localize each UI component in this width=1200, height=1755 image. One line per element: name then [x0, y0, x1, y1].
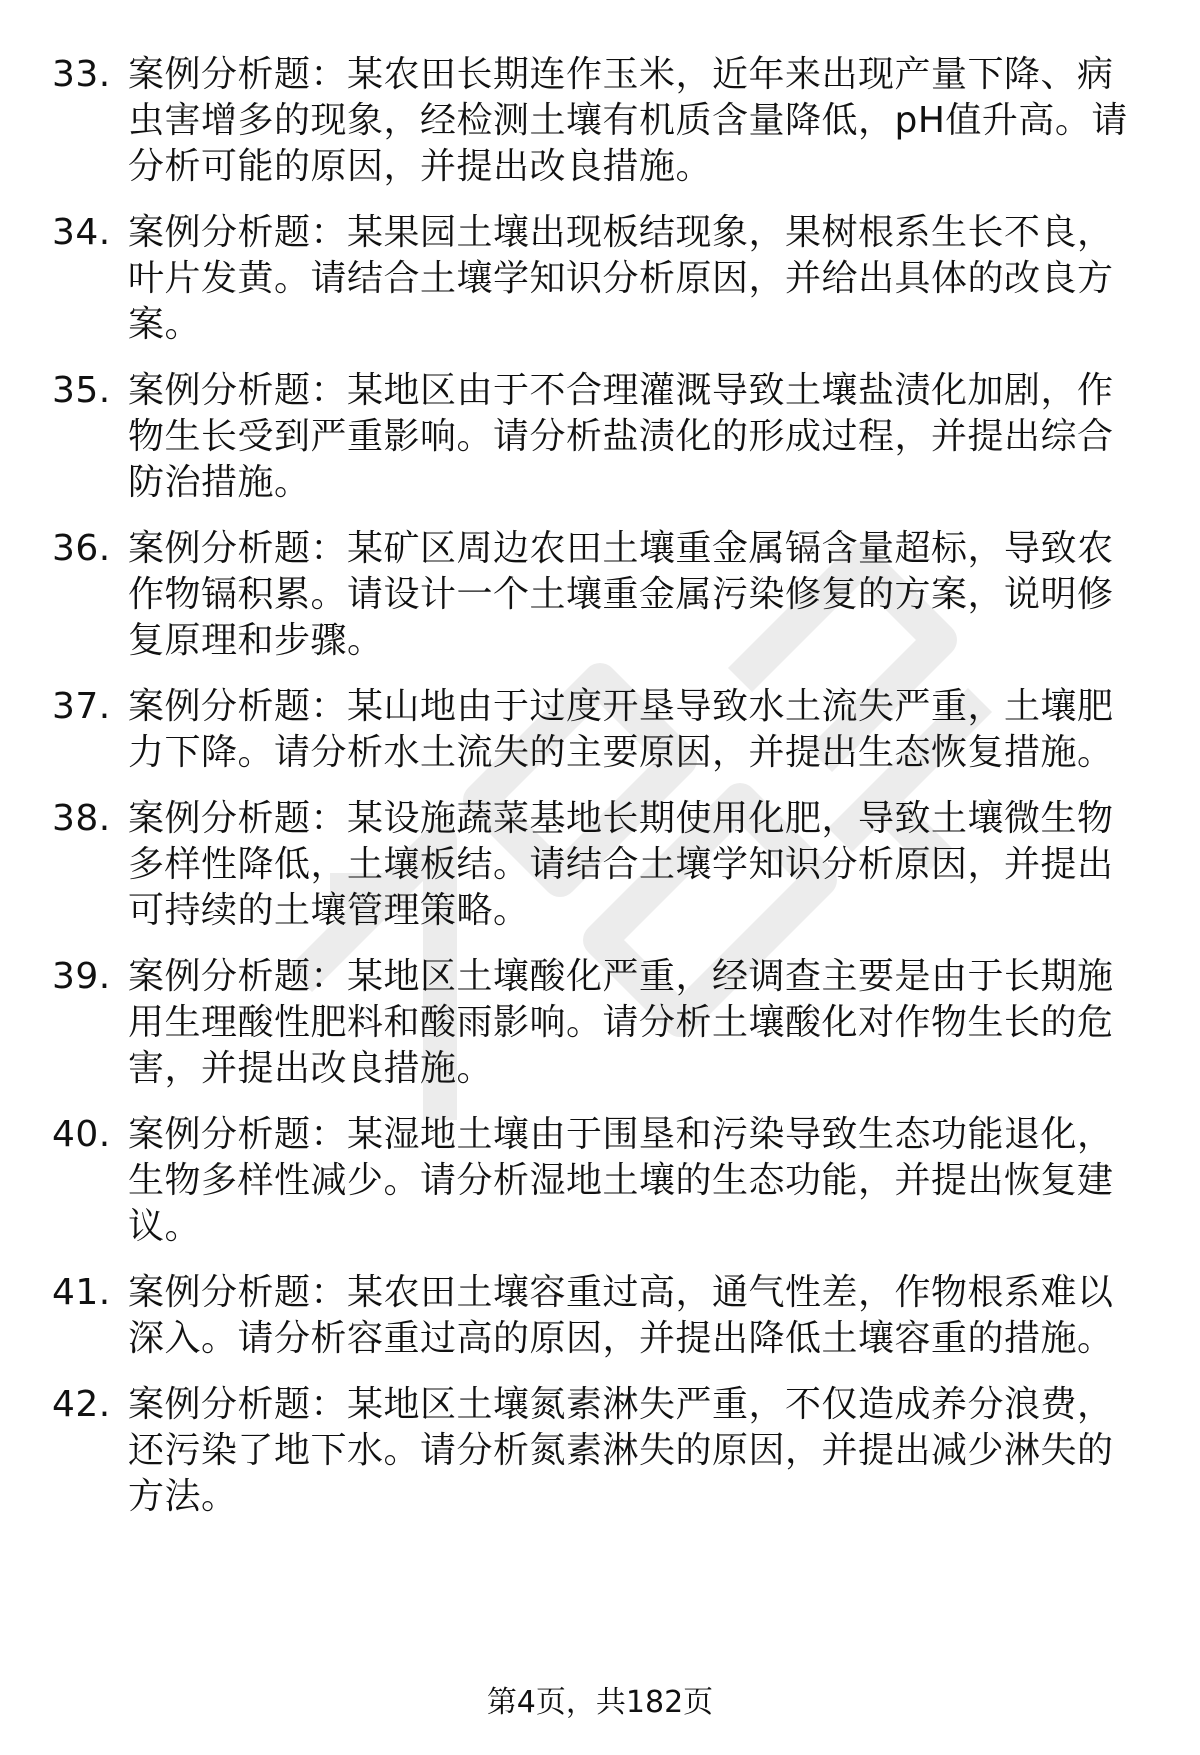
question-item	[0, 526, 1200, 664]
question-item	[0, 210, 1200, 348]
page-footer: 第4页，共182页	[486, 1685, 714, 1720]
question-item	[0, 1382, 1200, 1520]
question-item	[0, 1270, 1200, 1362]
question-item	[0, 796, 1200, 934]
question-text: 案例分析题：某地区土壤酸化严重，经调查主要是由于长期施用生理酸性肥料和酸雨影响。请分析土壤酸化对作物生长的危害，并提出改良措施。	[128, 956, 1114, 1089]
question-item	[0, 1112, 1200, 1250]
question-number: 34.	[52, 212, 111, 253]
question-number: 36.	[52, 528, 111, 569]
question-item	[0, 52, 1200, 190]
question-item	[0, 368, 1200, 506]
question-number: 35.	[52, 370, 111, 411]
question-number: 33.	[52, 54, 111, 95]
question-text: 案例分析题：某果园土壤出现板结现象，果树根系生长不良，叶片发黄。请结合土壤学知识分析原因，并给出具体的改良方案。	[128, 212, 1114, 345]
question-number: 40.	[52, 1114, 111, 1155]
question-item	[0, 954, 1200, 1092]
question-number: 41.	[52, 1272, 111, 1313]
question-text: 案例分析题：某农田土壤容重过高，通气性差，作物根系难以深入。请分析容重过高的原因，并提出降低土壤容重的措施。	[128, 1272, 1114, 1359]
question-number: 42.	[52, 1384, 111, 1425]
question-text: 案例分析题：某湿地土壤由于围垦和污染导致生态功能退化，生物多样性减少。请分析湿地土壤的生态功能，并提出恢复建议。	[128, 1114, 1114, 1247]
question-number: 39.	[52, 956, 111, 997]
question-text: 案例分析题：某农田长期连作玉米，近年来出现产量下降、病虫害增多的现象，经检测土壤有机质含量降低，pH值升高。请分析可能的原因，并提出改良措施。	[128, 54, 1128, 187]
question-text: 案例分析题：某地区土壤氮素淋失严重，不仅造成养分浪费，还污染了地下水。请分析氮素淋失的原因，并提出减少淋失的方法。	[128, 1384, 1114, 1517]
question-text: 案例分析题：某矿区周边农田土壤重金属镉含量超标，导致农作物镉积累。请设计一个土壤重金属污染修复的方案，说明修复原理和步骤。	[128, 528, 1114, 661]
question-number: 37.	[52, 686, 111, 727]
question-text: 案例分析题：某地区由于不合理灌溉导致土壤盐渍化加剧，作物生长受到严重影响。请分析盐渍化的形成过程，并提出综合防治措施。	[128, 370, 1114, 503]
question-list	[0, 52, 1200, 1540]
question-item	[0, 684, 1200, 776]
question-text: 案例分析题：某山地由于过度开垦导致水土流失严重，土壤肥力下降。请分析水土流失的主要原因，并提出生态恢复措施。	[128, 686, 1114, 773]
question-text: 案例分析题：某设施蔬菜基地长期使用化肥，导致土壤微生物多样性降低，土壤板结。请结合土壤学知识分析原因，并提出可持续的土壤管理策略。	[128, 798, 1114, 931]
question-number: 38.	[52, 798, 111, 839]
